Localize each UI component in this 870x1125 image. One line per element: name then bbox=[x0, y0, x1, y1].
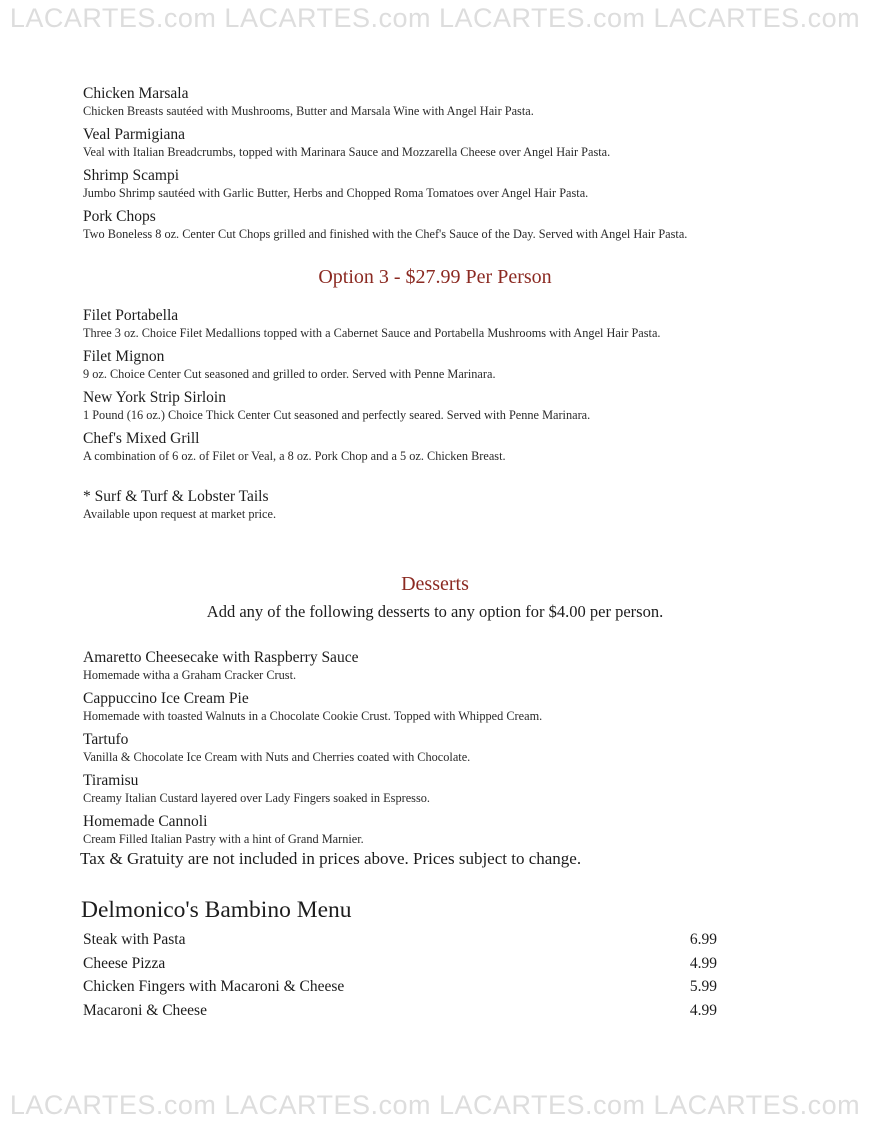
kid-item-name: Macaroni & Cheese bbox=[83, 1001, 207, 1019]
list-item bbox=[83, 928, 717, 952]
item-name: Amaretto Cheesecake with Raspberry Sauce bbox=[83, 649, 359, 666]
menu-item bbox=[83, 347, 733, 383]
item-name: * Surf & Turf & Lobster Tails bbox=[83, 488, 269, 505]
item-desc: Available upon request at market price. bbox=[83, 507, 277, 521]
item-name: Tiramisu bbox=[83, 772, 139, 789]
menu-item bbox=[83, 125, 733, 161]
menu-item bbox=[83, 207, 733, 243]
item-name: Filet Mignon bbox=[83, 348, 165, 365]
item-desc: Jumbo Shrimp sautéed with Garlic Butter, Herbs and Chopped Roma Tomatoes over Angel Hair Pasta. bbox=[83, 186, 589, 200]
kid-item-price: 4.99 bbox=[689, 1001, 717, 1019]
item-desc: Vanilla & Chocolate Ice Cream with Nuts and Cherries coated with Chocolate. bbox=[83, 750, 471, 764]
special-item bbox=[83, 487, 733, 523]
menu-item bbox=[83, 730, 733, 766]
watermark-top: LACARTES.com LACARTES.com LACARTES.com LACARTES.com bbox=[9, 3, 861, 33]
dessert-items bbox=[83, 648, 733, 848]
kid-item-price: 6.99 bbox=[689, 931, 717, 948]
desserts-title: Desserts bbox=[401, 573, 469, 595]
option2-items bbox=[83, 84, 733, 243]
kid-item-name: Chicken Fingers with Macaroni & Cheese bbox=[83, 978, 345, 995]
item-name: New York Strip Sirloin bbox=[83, 389, 226, 406]
item-desc: 9 oz. Choice Center Cut seasoned and grilled to order. Served with Penne Marinara. bbox=[83, 367, 496, 381]
list-item bbox=[83, 999, 717, 1023]
item-name: Filet Portabella bbox=[83, 307, 179, 324]
menu-item bbox=[83, 812, 733, 848]
item-name: Chef's Mixed Grill bbox=[83, 430, 200, 447]
item-name: Tartufo bbox=[83, 731, 129, 748]
menu-item bbox=[83, 429, 733, 465]
menu-item bbox=[83, 306, 733, 342]
option3-title: Option 3 - $27.99 Per Person bbox=[318, 266, 552, 288]
option3-items bbox=[83, 306, 733, 523]
kid-item-price: 5.99 bbox=[689, 978, 717, 995]
item-desc: 1 Pound (16 oz.) Choice Thick Center Cut seasoned and perfectly seared. Served with Penne Marinara. bbox=[83, 408, 591, 422]
item-name: Cappuccino Ice Cream Pie bbox=[83, 690, 249, 707]
menu-item bbox=[83, 648, 733, 684]
menu-item bbox=[83, 166, 733, 202]
desserts-subtitle: Add any of the following desserts to any option for $4.00 per person. bbox=[206, 602, 664, 621]
item-desc: Chicken Breasts sautéed with Mushrooms, Butter and Marsala Wine with Angel Hair Pasta. bbox=[83, 104, 534, 118]
list-item bbox=[83, 975, 717, 999]
list-item bbox=[83, 952, 717, 976]
item-name: Pork Chops bbox=[83, 208, 156, 225]
tax-note: Tax & Gratuity are not included in prices above. Prices subject to change. bbox=[80, 849, 582, 868]
item-name: Veal Parmigiana bbox=[83, 126, 186, 143]
item-desc: Three 3 oz. Choice Filet Medallions topped with a Cabernet Sauce and Portabella Mushrooms with Angel Hair Pasta. bbox=[83, 326, 661, 340]
item-name: Homemade Cannoli bbox=[83, 813, 208, 830]
menu-item bbox=[83, 771, 733, 807]
kid-item-name: Steak with Pasta bbox=[83, 931, 186, 948]
item-name: Shrimp Scampi bbox=[83, 167, 180, 184]
bambino-title: Delmonico's Bambino Menu bbox=[81, 897, 352, 923]
bambino-list bbox=[83, 928, 733, 1022]
item-desc: Homemade witha a Graham Cracker Crust. bbox=[83, 668, 297, 682]
watermark-bottom: LACARTES.com LACARTES.com LACARTES.com LACARTES.com bbox=[9, 1090, 861, 1120]
kid-item-name: Cheese Pizza bbox=[83, 954, 166, 972]
menu-page bbox=[80, 84, 733, 1022]
menu-item bbox=[83, 388, 733, 424]
item-desc: Homemade with toasted Walnuts in a Chocolate Cookie Crust. Topped with Whipped Cream. bbox=[83, 709, 543, 723]
item-desc: Cream Filled Italian Pastry with a hint of Grand Marnier. bbox=[83, 832, 364, 846]
item-name: Chicken Marsala bbox=[83, 85, 189, 102]
item-desc: Veal with Italian Breadcrumbs, topped with Marinara Sauce and Mozzarella Cheese over Angel Hair Pasta. bbox=[83, 145, 611, 159]
item-desc: Two Boneless 8 oz. Center Cut Chops grilled and finished with the Chef's Sauce of the Day. Served with Angel Hair Pasta. bbox=[83, 227, 688, 241]
menu-item bbox=[83, 84, 733, 120]
item-desc: Creamy Italian Custard layered over Lady Fingers soaked in Espresso. bbox=[83, 791, 430, 805]
kid-item-price: 4.99 bbox=[689, 954, 717, 972]
menu-item bbox=[83, 689, 733, 725]
item-desc: A combination of 6 oz. of Filet or Veal, a 8 oz. Pork Chop and a 5 oz. Chicken Breast. bbox=[83, 449, 506, 463]
